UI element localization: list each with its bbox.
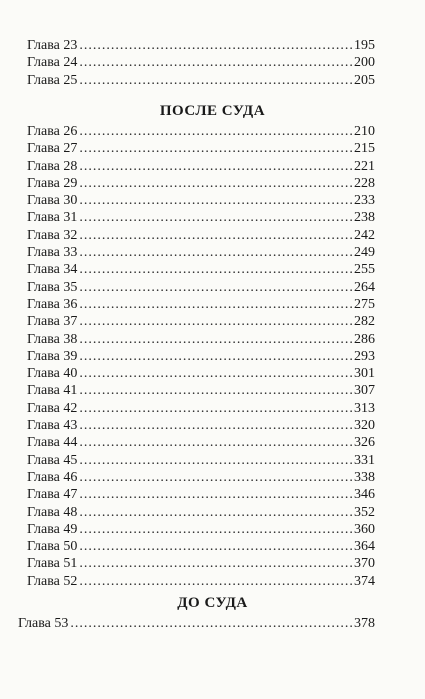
toc-entry bbox=[27, 313, 375, 330]
dot-leader bbox=[79, 296, 353, 313]
toc-entry bbox=[27, 400, 375, 417]
page-number: 364 bbox=[354, 539, 375, 555]
page-number: 370 bbox=[354, 556, 375, 572]
dot-leader bbox=[79, 400, 353, 417]
toc-entry bbox=[27, 192, 375, 209]
page-number: 205 bbox=[354, 72, 375, 88]
page-number: 313 bbox=[354, 400, 375, 416]
page-number: 233 bbox=[354, 193, 375, 209]
chapter-label: Глава 37 bbox=[27, 314, 78, 330]
toc-entry bbox=[27, 486, 375, 503]
page-number: 195 bbox=[354, 38, 375, 53]
chapter-label: Глава 24 bbox=[27, 55, 78, 71]
dot-leader bbox=[79, 175, 353, 192]
dot-leader bbox=[70, 615, 353, 632]
toc-entry bbox=[27, 538, 375, 555]
page-number: 255 bbox=[354, 262, 375, 278]
dot-leader bbox=[79, 573, 353, 590]
toc-entry bbox=[27, 504, 375, 521]
toc-entry bbox=[27, 227, 375, 244]
toc-entry bbox=[27, 244, 375, 261]
toc-entry bbox=[27, 158, 375, 175]
dot-leader bbox=[79, 244, 353, 261]
chapter-label: Глава 31 bbox=[27, 210, 78, 226]
page-number: 282 bbox=[354, 314, 375, 330]
chapter-label: Глава 28 bbox=[27, 158, 78, 174]
dot-leader bbox=[79, 54, 353, 71]
toc-entry bbox=[27, 123, 375, 140]
page-number: 221 bbox=[354, 158, 375, 174]
dot-leader bbox=[79, 365, 353, 382]
toc-entry bbox=[27, 296, 375, 313]
chapter-label: Глава 40 bbox=[27, 366, 78, 382]
dot-leader bbox=[79, 227, 353, 244]
toc-entry bbox=[27, 573, 375, 590]
toc-entry bbox=[27, 469, 375, 486]
dot-leader bbox=[79, 348, 353, 365]
toc-entry bbox=[27, 54, 375, 71]
section-heading-before-trial: ДО СУДА bbox=[177, 595, 248, 611]
dot-leader bbox=[79, 37, 353, 54]
dot-leader bbox=[79, 382, 353, 399]
chapter-label: Глава 39 bbox=[27, 348, 78, 364]
chapter-label: Глава 46 bbox=[27, 469, 78, 485]
chapter-label: Глава 44 bbox=[27, 435, 78, 451]
page-number: 264 bbox=[354, 279, 375, 295]
dot-leader bbox=[79, 209, 353, 226]
dot-leader bbox=[79, 140, 353, 157]
page-number: 228 bbox=[354, 175, 375, 191]
page-number: 326 bbox=[354, 435, 375, 451]
page-number: 210 bbox=[354, 124, 375, 139]
dot-leader bbox=[79, 452, 353, 469]
toc-entry bbox=[27, 140, 375, 157]
chapter-label: Глава 41 bbox=[27, 383, 78, 399]
toc-entry bbox=[27, 521, 375, 538]
dot-leader bbox=[79, 261, 353, 278]
chapter-label: Глава 42 bbox=[27, 400, 78, 416]
toc-entry bbox=[27, 261, 375, 278]
chapter-label: Глава 47 bbox=[27, 487, 78, 503]
dot-leader bbox=[79, 158, 353, 175]
page-number: 374 bbox=[354, 573, 375, 589]
toc-entry bbox=[27, 37, 375, 54]
toc-entry bbox=[27, 434, 375, 451]
dot-leader bbox=[79, 72, 353, 89]
chapter-label: Глава 30 bbox=[27, 193, 78, 209]
chapter-label: Глава 43 bbox=[27, 418, 78, 434]
dot-leader bbox=[79, 504, 353, 521]
chapter-label: Глава 25 bbox=[27, 72, 78, 88]
toc-entry bbox=[27, 382, 375, 399]
toc-entry bbox=[27, 555, 375, 572]
page-number: 307 bbox=[354, 383, 375, 399]
page-number: 249 bbox=[354, 245, 375, 261]
page-number: 275 bbox=[354, 296, 375, 312]
toc-entry bbox=[27, 331, 375, 348]
chapter-label: Глава 23 bbox=[27, 38, 78, 53]
page-number: 378 bbox=[354, 616, 375, 631]
dot-leader bbox=[79, 469, 353, 486]
page-number: 338 bbox=[354, 469, 375, 485]
page-number: 286 bbox=[354, 331, 375, 347]
dot-leader bbox=[79, 434, 353, 451]
page-number: 200 bbox=[354, 55, 375, 71]
dot-leader bbox=[79, 192, 353, 209]
toc-list-after-trial bbox=[27, 123, 375, 590]
toc-entry bbox=[27, 365, 375, 382]
dot-leader bbox=[79, 486, 353, 503]
dot-leader bbox=[79, 555, 353, 572]
chapter-label: Глава 35 bbox=[27, 279, 78, 295]
page-number: 293 bbox=[354, 348, 375, 364]
dot-leader bbox=[79, 521, 353, 538]
toc-entry bbox=[27, 72, 375, 89]
page-number: 346 bbox=[354, 487, 375, 503]
toc-entry bbox=[27, 452, 375, 469]
dot-leader bbox=[79, 331, 353, 348]
chapter-label: Глава 49 bbox=[27, 521, 78, 537]
chapter-label: Глава 29 bbox=[27, 175, 78, 191]
page-number: 215 bbox=[354, 141, 375, 157]
chapter-label: Глава 34 bbox=[27, 262, 78, 278]
page-number: 331 bbox=[354, 452, 375, 468]
dot-leader bbox=[79, 538, 353, 555]
page-number: 301 bbox=[354, 366, 375, 382]
toc-entry bbox=[27, 417, 375, 434]
toc-entry bbox=[27, 279, 375, 296]
dot-leader bbox=[79, 279, 353, 296]
chapter-label: Глава 53 bbox=[18, 616, 69, 631]
chapter-label: Глава 26 bbox=[27, 124, 78, 139]
toc-list-top bbox=[27, 37, 375, 89]
page-number: 242 bbox=[354, 227, 375, 243]
chapter-label: Глава 45 bbox=[27, 452, 78, 468]
page-number: 352 bbox=[354, 504, 375, 520]
page-number: 238 bbox=[354, 210, 375, 226]
page-number: 360 bbox=[354, 521, 375, 537]
dot-leader bbox=[79, 313, 353, 330]
toc-entry bbox=[27, 175, 375, 192]
chapter-label: Глава 48 bbox=[27, 504, 78, 520]
toc-entry bbox=[27, 209, 375, 226]
toc-entry bbox=[27, 348, 375, 365]
dot-leader bbox=[79, 123, 353, 140]
dot-leader bbox=[79, 417, 353, 434]
chapter-label: Глава 51 bbox=[27, 556, 78, 572]
chapter-label: Глава 52 bbox=[27, 573, 78, 589]
chapter-label: Глава 32 bbox=[27, 227, 78, 243]
chapter-label: Глава 38 bbox=[27, 331, 78, 347]
chapter-label: Глава 36 bbox=[27, 296, 78, 312]
chapter-label: Глава 50 bbox=[27, 539, 78, 555]
section-heading-after-trial: ПОСЛЕ СУДА bbox=[159, 103, 266, 119]
page-number: 320 bbox=[354, 418, 375, 434]
toc-list-before-trial bbox=[18, 615, 375, 632]
chapter-label: Глава 27 bbox=[27, 141, 78, 157]
chapter-label: Глава 33 bbox=[27, 245, 78, 261]
toc-entry bbox=[18, 615, 375, 632]
